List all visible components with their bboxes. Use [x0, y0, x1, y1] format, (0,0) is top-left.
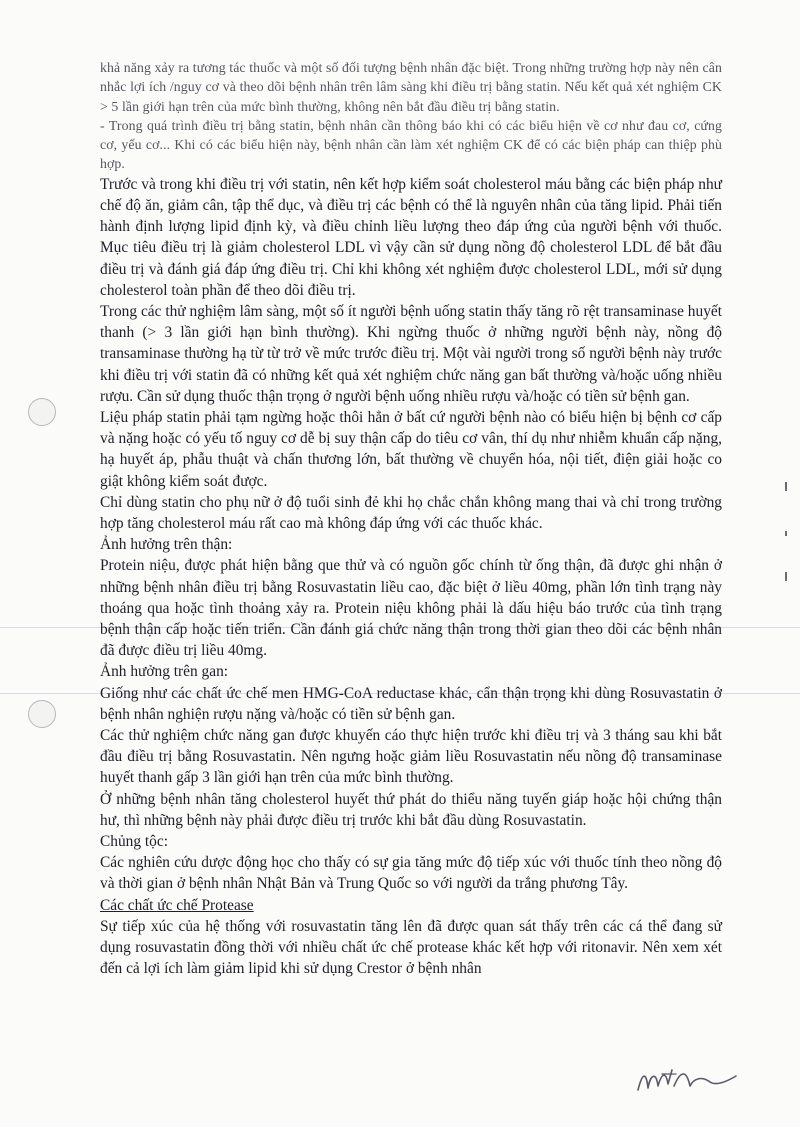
paragraph: Trong các thử nghiệm lâm sàng, một số ít người bệnh uống statin thấy tăng rõ rệt transaminase huyết thanh (> 3 lần giới hạn bình thường). Khi ngừng thuốc ở những người bệnh này, nồng độ transaminase thường hạ từ từ trở về mức trước điều trị. Một vài người trong số người bệnh này trước khi điều trị với statin đã có những kết quả xét nghiệm chức năng gan bất thường và/hoặc uống nhiều rượu. Cần sử dụng thuốc thận trọng ở người bệnh uống nhiều rượu và/hoặc có tiền sử bệnh gan.	[100, 303, 722, 405]
section-heading: Ảnh hưởng trên gan:	[100, 663, 229, 681]
document-body	[100, 58, 722, 980]
section-heading: Chủng tộc:	[100, 833, 168, 851]
paragraph: - Trong quá trình điều trị bằng statin, bệnh nhân cần thông báo khi có các biểu hiện về cơ như đau cơ, cứng cơ, yếu cơ... Khi có các biểu hiện này, bệnh nhân cần làm xét nghiệm CK để có các biện pháp can thiệp phù hợp.	[100, 117, 722, 172]
margin-mark	[785, 531, 787, 536]
margin-mark	[785, 482, 787, 491]
section-heading: Ảnh hưởng trên thận:	[100, 536, 233, 554]
margin-mark	[785, 572, 787, 581]
paragraph: Chỉ dùng statin cho phụ nữ ở độ tuổi sinh đẻ khi họ chắc chắn không mang thai và chỉ trong trường hợp tăng cholesterol máu rất cao mà không đáp ứng với các thuốc khác.	[100, 493, 722, 533]
punch-hole	[28, 398, 56, 426]
paragraph: Các thử nghiệm chức năng gan được khuyến cáo thực hiện trước khi điều trị và 3 tháng sau khi bắt đầu điều trị bằng Rosuvastatin. Nên ngưng hoặc giảm liều Rosuvastatin nếu nồng độ transaminase huyết thanh gấp 3 lần giới hạn trên của mức bình thường.	[100, 727, 722, 787]
paragraph: Các nghiên cứu dược động học cho thấy có sự gia tăng mức độ tiếp xúc với thuốc tính theo nồng độ và thời gian ở bệnh nhân Nhật Bản và Trung Quốc so với người da trắng phương Tây.	[100, 854, 722, 893]
paragraph: Trước và trong khi điều trị với statin, nên kết hợp kiểm soát cholesterol máu bằng các biện pháp như chế độ ăn, giảm cân, tập thể dục, và điều trị các bệnh có thể là nguyên nhân của tăng lipid. Phải tiến hành định lượng lipid định kỳ, và điều chỉnh liều lượng theo đáp ứng của người bệnh với thuốc. Mục tiêu điều trị là giảm cholesterol LDL vì vậy cần sử dụng nồng độ cholesterol LDL để bắt đầu điều trị và đánh giá đáp ứng điều trị. Chỉ khi không xét nghiệm được cholesterol LDL, mới sử dụng cholesterol toàn phần để theo dõi điều trị.	[100, 175, 722, 299]
handwritten-signature	[632, 1060, 752, 1100]
paragraph: Liệu pháp statin phải tạm ngừng hoặc thôi hẳn ở bất cứ người bệnh nào có biểu hiện bị bệnh cơ cấp và nặng hoặc có yếu tố nguy cơ dễ bị suy thận cấp do tiêu cơ vân, thí dụ như nhiễm khuẩn cấp nặng, hạ huyết áp, phẫu thuật và chấn thương lớn, bất thường về chuyển hóa, nội tiết, điện giải hoặc co giật không kiểm soát được.	[100, 409, 722, 490]
paragraph: khả năng xảy ra tương tác thuốc và một số đối tượng bệnh nhân đặc biệt. Trong những trường hợp này nên cân nhắc lợi ích /nguy cơ và theo dõi bệnh nhân trên lâm sàng khi điều trị bằng statin. Nếu kết quả xét nghiệm CK > 5 lần giới hạn trên của mức bình thường, không nên bắt đầu điều trị bằng statin.	[100, 60, 722, 114]
paragraph: Sự tiếp xúc của hệ thống với rosuvastatin tăng lên đã được quan sát thấy trên các cá thể đang sử dụng rosuvastatin đồng thời với nhiều chất ức chế protease khác kết hợp với ritonavir. Nên xem xét đến cả lợi ích làm giảm lipid khi sử dụng Crestor ở bệnh nhân	[100, 917, 722, 978]
paragraph: Ở những bệnh nhân tăng cholesterol huyết thứ phát do thiểu năng tuyến giáp hoặc hội chứng thận hư, thì những bệnh này phải được điều trị trước khi bắt đầu dùng Rosuvastatin.	[100, 790, 722, 829]
punch-hole	[28, 700, 56, 728]
paragraph: Giống như các chất ức chế men HMG-CoA reductase khác, cẩn thận trọng khi dùng Rosuvastatin ở bệnh nhân nghiện rượu nặng và/hoặc có tiền sử bệnh gan.	[100, 684, 722, 723]
section-heading-underlined: Các chất ức chế Protease	[100, 896, 254, 914]
paragraph: Protein niệu, được phát hiện bằng que thử và có nguồn gốc chính từ ống thận, đã được ghi nhận ở những bệnh nhân điều trị bằng Rosuvastatin liều cao, đặc biệt ở liều 40mg, phần lớn tình trạng này thoáng qua hoặc tình thoảng xảy ra. Protein niệu không phải là dấu hiệu báo trước của tình trạng bệnh thận cấp hoặc tiến triển. Cần đánh giá chức năng thận trong thời gian theo dõi các bệnh nhân đã được điều trị liều 40mg.	[100, 557, 722, 660]
